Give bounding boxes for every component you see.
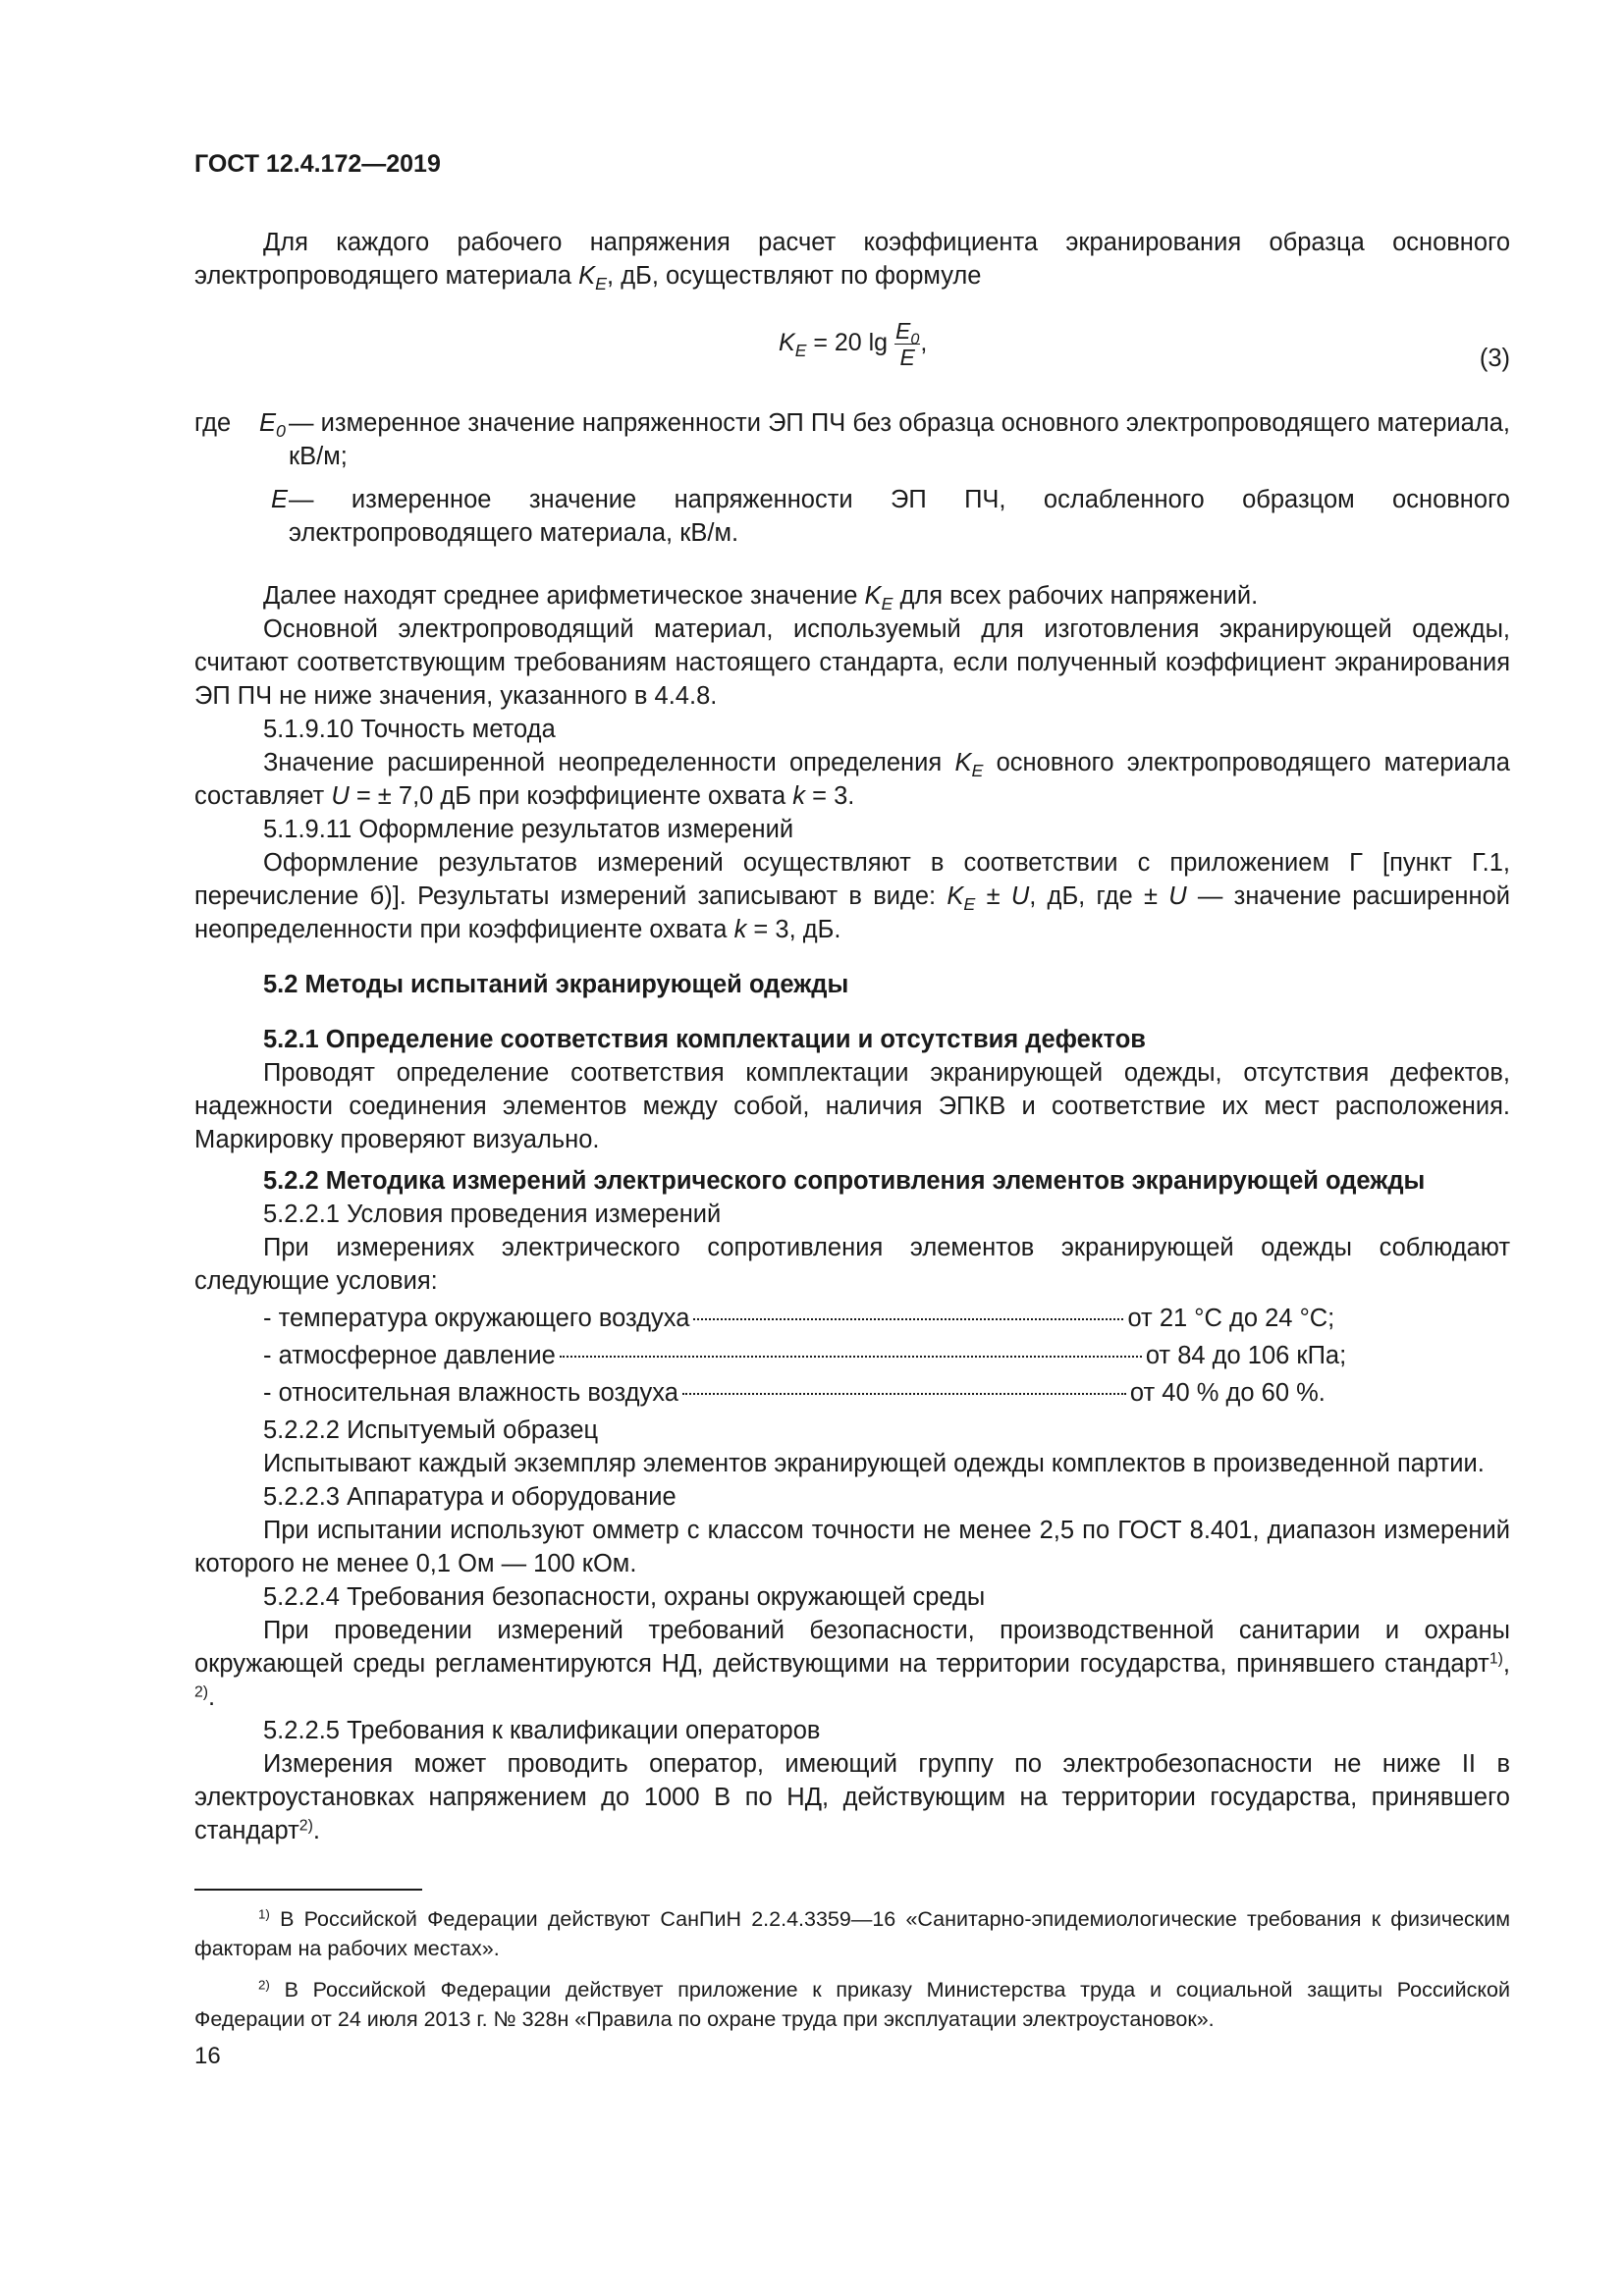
paragraph-5-2-2-3: При испытании используют омметр с классом точности не менее 2,5 по ГОСТ 8.401, диапазон измерений которого не менее 0,1 Ом — 100 кОм. [194, 1517, 1510, 1577]
formula-number: (3) [1479, 345, 1510, 372]
paragraph-accuracy: Значение расширенной неопределенности определения $K_E$ основного электропроводящего материала составляет U = ± 7,0 дБ при коэффициенте охвата k = 3. [194, 749, 1510, 810]
footnote-2: $^{2)}$ В Российской Федерации действует приложение к приказу Министерства труда и социальной защиты Российской Федерации от 24 июля 2013 г. № 328н «Правила по охране труда при эксплуатации электроустановок». [194, 1977, 1510, 2031]
page-number: 16 [194, 2043, 221, 2069]
section-5-2-2-3: 5.2.2.3 Аппаратура и оборудование [263, 1483, 677, 1511]
paragraph-5-2-2-2: Испытывают каждый экземпляр элементов экранирующей одежды комплектов в произведенной партии. [263, 1450, 1485, 1477]
dot-leader [693, 1318, 1123, 1320]
footnote-ref[interactable]: 1) [1489, 1650, 1503, 1668]
footnote-ref[interactable]: 2) [298, 1817, 313, 1835]
section-5-2-2-heading: 5.2.2 Методика измерений электрического сопротивления элементов экранирующей одежды [263, 1167, 1426, 1195]
section-5-2-1-heading: 5.2.1 Определение соответствия комплектации и отсутствия дефектов [263, 1026, 1146, 1053]
condition-temperature: - температура окружающего воздуха от 21 °С до 24 °С; [263, 1305, 1335, 1332]
section-5-2-2-5: 5.2.2.5 Требования к квалификации операторов [263, 1717, 821, 1744]
formula-fraction: $\frac{E_0}{E}$ [895, 318, 920, 370]
paragraph-results: Оформление результатов измерений осуществляют в соответствии с приложением Г [пункт Г.1, перечисление б)]. Результаты измерений записывают в виде: $K_E \pm U$, дБ, где ± U — значение расширенной неопределенности при коэффициенте охвата k = 3, дБ. [194, 849, 1511, 943]
legend-text: — измеренное значение напряженности ЭП ПЧ, ослабленного образцом основного электропроводящего материала, кВ/м. [289, 486, 1510, 547]
formula-3 [194, 300, 1510, 399]
footnote-ref[interactable]: 2) [194, 1683, 209, 1701]
paragraph-material: Основной электропроводящий материал, используемый для изготовления экранирующей одежды, считают соответствующим требованиям настоящего стандарта, если полученный коэффициент экранирования ЭП ПЧ не ниже значения, указанного в 4.4.8. [194, 615, 1510, 710]
formula-legend [194, 406, 1510, 550]
legend-text: — измеренное значение напряженности ЭП ПЧ без образца основного электропроводящего материала, кВ/м; [289, 409, 1510, 470]
legend-item: где $E_0$ — измеренное значение напряженности ЭП ПЧ без образца основного электропроводящего материала, кВ/м; [194, 406, 1510, 473]
section-5-1-9-10: 5.1.9.10 Точность метода [263, 716, 556, 743]
paragraph-5-2-2-5: Измерения может проводить оператор, имеющий группу по электробезопасности не ниже II в электроустановках напряжением до 1000 В по НД, действующим на территории государства, принявшего стандарт$^{2)}$. [194, 1750, 1510, 1844]
paragraph-5-2-2-4: При проведении измерений требований безопасности, производственной санитарии и охраны окружающей среды регламентируются НД, действующими на территории государства, принявшего стандарт$^{1)}$, $^{2)}$. [194, 1617, 1510, 1711]
page [194, 147, 1510, 2073]
footnote-1: $^{1)}$ В Российской Федерации действуют СанПиН 2.2.4.3359—16 «Санитарно-эпидемиологические требования к физическим факторам на рабочих местах». [194, 1906, 1510, 1960]
document-header: ГОСТ 12.4.172—2019 [194, 150, 441, 178]
section-5-1-9-11: 5.1.9.11 Оформление результатов измерений [263, 816, 794, 843]
formula-expression: $K_E = 20$ lg $\frac{E_0}{E}$ , [779, 318, 928, 370]
section-5-2-heading: 5.2 Методы испытаний экранирующей одежды [263, 971, 849, 998]
dot-leader [560, 1356, 1142, 1358]
section-5-2-2-4: 5.2.2.4 Требования безопасности, охраны окружающей среды [263, 1583, 986, 1611]
section-5-2-2-1: 5.2.2.1 Условия проведения измерений [263, 1201, 722, 1228]
legend-label: где [194, 409, 232, 437]
paragraph-5-2-1: Проводят определение соответствия комплектации экранирующей одежды, отсутствия дефектов, надежности соединения элементов между собой, наличия ЭПКВ и соответствие их мест расположения. Маркировку проверяют визуально. [194, 1059, 1510, 1153]
condition-humidity: - относительная влажность воздуха от 40 % до 60 %. [263, 1379, 1326, 1407]
section-5-2-2-2: 5.2.2.2 Испытуемый образец [263, 1416, 599, 1444]
legend-item: E — измеренное значение напряженности ЭП ПЧ, ослабленного образцом основного электропроводящего материала, кВ/м. [194, 483, 1510, 550]
intro-paragraph: Для каждого рабочего напряжения расчет коэффициента экранирования образца основного электропроводящего материала $K_E$, дБ, осуществляют по формуле [194, 229, 1510, 294]
dot-leader [682, 1393, 1126, 1395]
condition-pressure: - атмосферное давление от 84 до 106 кПа; [263, 1342, 1347, 1369]
paragraph-5-2-2-1: При измерениях электрического сопротивления элементов экранирующей одежды соблюдают следующие условия: [194, 1234, 1510, 1295]
paragraph-mean: Далее находят среднее арифметическое значение $K_E$ для всех рабочих напряжений. [263, 582, 1259, 614]
footnote-separator [194, 1889, 422, 1891]
